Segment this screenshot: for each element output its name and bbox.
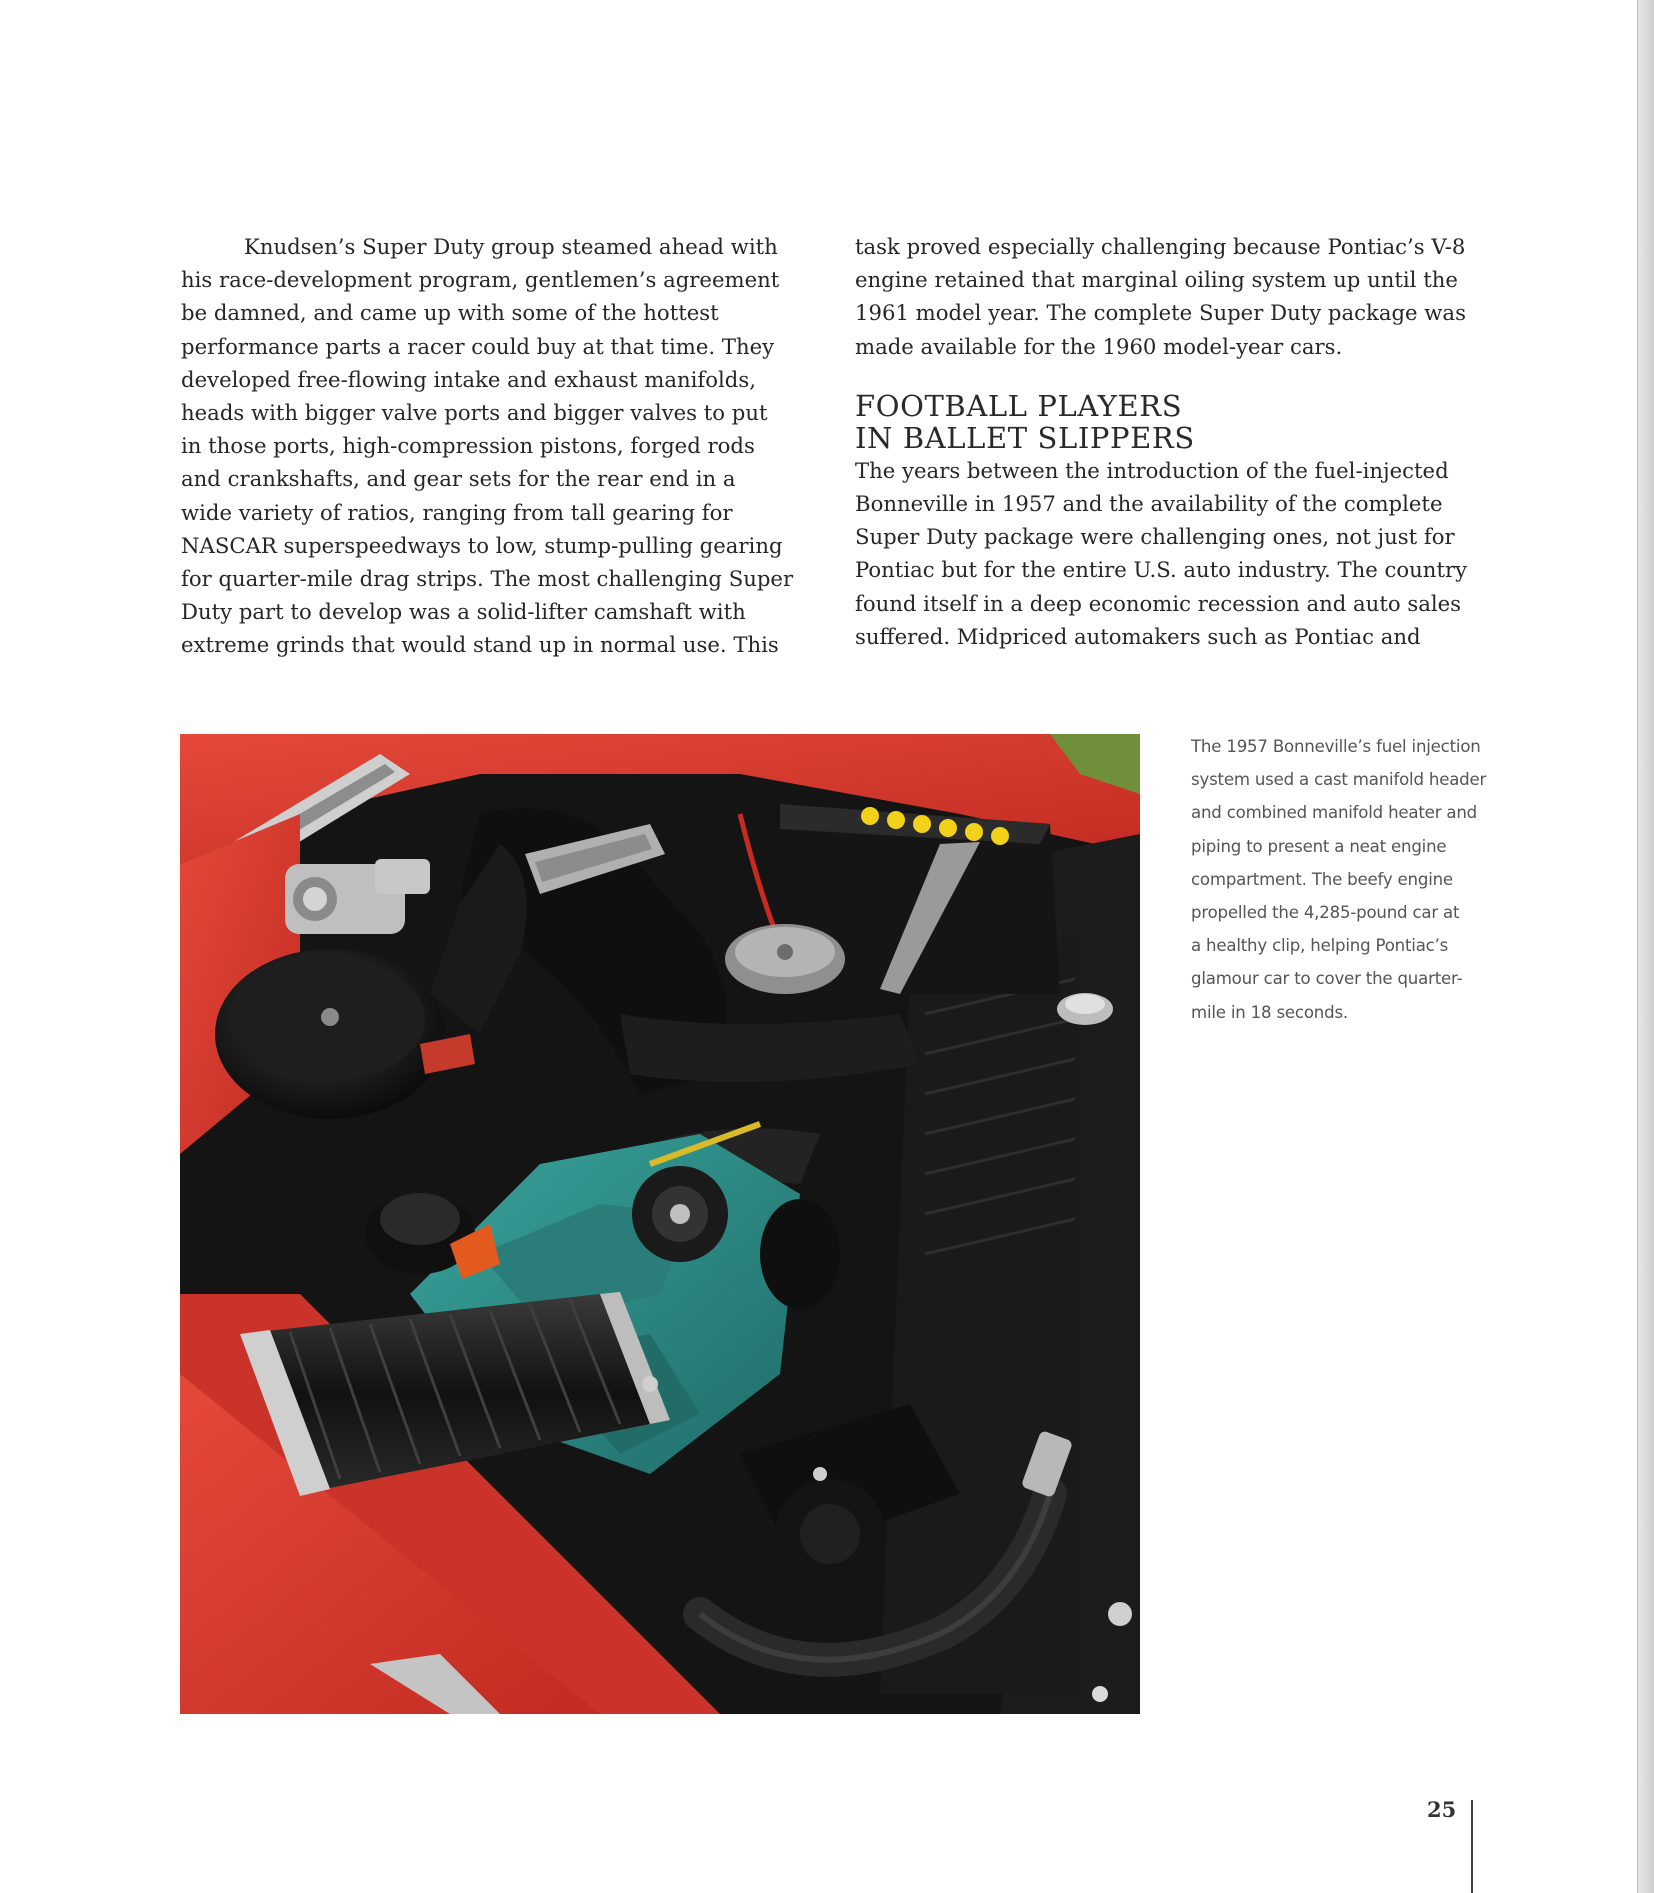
caption-line: a healthy clip, helping Pontiac’s (1191, 936, 1449, 956)
page-edge (1637, 0, 1654, 1893)
heading-line: FOOTBALL PLAYERS (855, 388, 1183, 423)
text-line: be damned, and came up with some of the hottest (181, 300, 719, 326)
page-number: 25 (1427, 1797, 1457, 1822)
text-line: Pontiac but for the entire U.S. auto industry. The country (855, 557, 1468, 583)
caption-line: propelled the 4,285-pound car at (1191, 903, 1460, 923)
text-line: his race-development program, gentlemen’s agreement (181, 267, 780, 293)
photo-caption (1191, 730, 1491, 1029)
text-line: performance parts a racer could buy at that time. They (181, 333, 775, 359)
text-line: Duty part to develop was a solid-lifter camshaft with (181, 599, 746, 625)
section-heading (855, 390, 1475, 454)
text-line: Super Duty package were challenging ones, not just for (855, 524, 1455, 550)
engine-compartment-photo (180, 734, 1140, 1714)
text-line: suffered. Midpriced automakers such as Pontiac and (855, 623, 1421, 649)
distributor-cap (725, 924, 845, 994)
folio-rule (1471, 1800, 1473, 1893)
caption-line: compartment. The beefy engine (1191, 869, 1453, 889)
caption-line: The 1957 Bonneville’s fuel injection (1191, 737, 1481, 756)
text-line: wide variety of ratios, ranging from tall gearing for (181, 499, 733, 525)
text-line: 1961 model year. The complete Super Duty package was (855, 300, 1466, 326)
heading-line: IN BALLET SLIPPERS (855, 420, 1195, 455)
paragraph-right-top (855, 230, 1475, 363)
text-line: task proved especially challenging because Pontiac’s V-8 (855, 234, 1466, 259)
text-line: and crankshafts, and gear sets for the rear end in a (181, 466, 736, 492)
text-line: extreme grinds that would stand up in normal use. This (181, 632, 779, 658)
text-line: found itself in a deep economic recession and auto sales (855, 590, 1462, 616)
text-line: in those ports, high-compression pistons, forged rods (181, 433, 755, 459)
right-text-column (855, 230, 1475, 653)
caption-line: system used a cast manifold header (1191, 770, 1487, 790)
paragraph-right-bottom (855, 454, 1475, 653)
caption-line: and combined manifold heater and (1191, 803, 1478, 823)
text-line: NASCAR superspeedways to low, stump-pulling gearing (181, 532, 783, 558)
caption-line: mile in 18 seconds. (1191, 1002, 1348, 1022)
text-line: developed free-flowing intake and exhaust manifolds, (181, 366, 756, 392)
text-line: engine retained that marginal oiling system up until the (855, 267, 1458, 293)
caption-line: glamour car to cover the quarter- (1191, 969, 1463, 989)
text-line: made available for the 1960 model-year cars. (855, 333, 1343, 359)
text-line: The years between the introduction of the fuel-injected (855, 457, 1449, 483)
paragraph-left (181, 230, 821, 662)
caption-line: piping to present a neat engine (1191, 836, 1447, 856)
engine-illustration (180, 734, 1140, 1714)
text-line: Knudsen’s Super Duty group steamed ahead with (244, 234, 778, 259)
text-line: Bonneville in 1957 and the availability of the complete (855, 491, 1443, 517)
text-line: for quarter-mile drag strips. The most challenging Super (181, 566, 794, 592)
text-line: heads with bigger valve ports and bigger valves to put (181, 400, 768, 426)
left-text-column (181, 230, 821, 662)
